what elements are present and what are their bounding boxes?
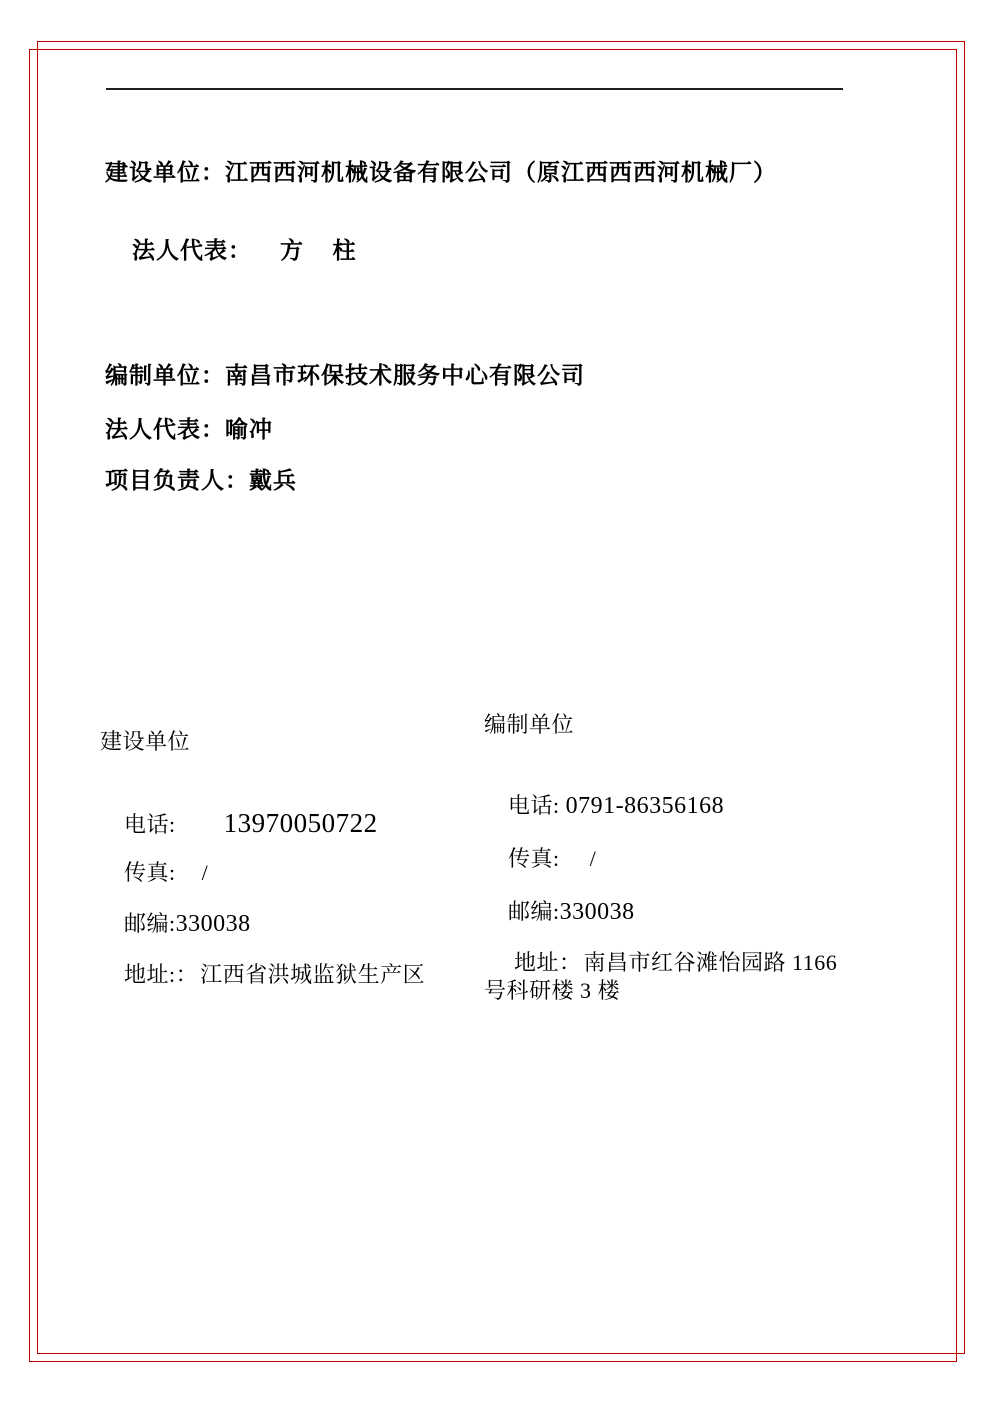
compiler-legal-rep-line: 法人代表：喻冲 [105,417,273,442]
right-address-label: 地址： [514,950,582,976]
right-column-title: 编制单位 [484,712,575,737]
left-address-line [100,936,425,1015]
right-fax-value: / [589,846,597,872]
right-fax-label: 传真: [508,846,560,872]
left-fax-label: 传真: [124,860,176,886]
right-phone-value: 0791-86356168 [565,793,725,820]
left-zip-value: 330038 [175,911,251,938]
left-phone-value: 13970050722 [223,808,378,839]
left-fax-value: / [201,860,209,886]
left-phone-label: 电话: [124,812,176,838]
left-column-title: 建设单位 [100,729,191,754]
legal-rep-label: 法人代表： [132,237,252,263]
left-zip-label: 邮编: [124,911,176,937]
right-address-value-1: 南昌市红谷滩怡园路 1166 [583,950,838,976]
legal-rep-name: 方 柱 [280,237,362,263]
construction-unit-line: 建设单位：江西西河机械设备有限公司（原江西西西河机械厂） [105,160,777,185]
right-phone-label: 电话: [508,793,560,819]
project-lead-line: 项目负责人：戴兵 [105,468,297,493]
right-address-line-2: 号科研楼 3 楼 [484,978,621,1003]
header-rule [106,88,843,90]
left-address-label: 地址:： [124,962,199,988]
left-address-value: 江西省洪城监狱生产区 [200,962,426,988]
compiler-unit-line: 编制单位：南昌市环保技术服务中心有限公司 [105,363,585,388]
right-zip-value: 330038 [559,899,635,926]
construction-legal-rep-line [105,209,362,292]
right-zip-label: 邮编: [508,899,560,925]
